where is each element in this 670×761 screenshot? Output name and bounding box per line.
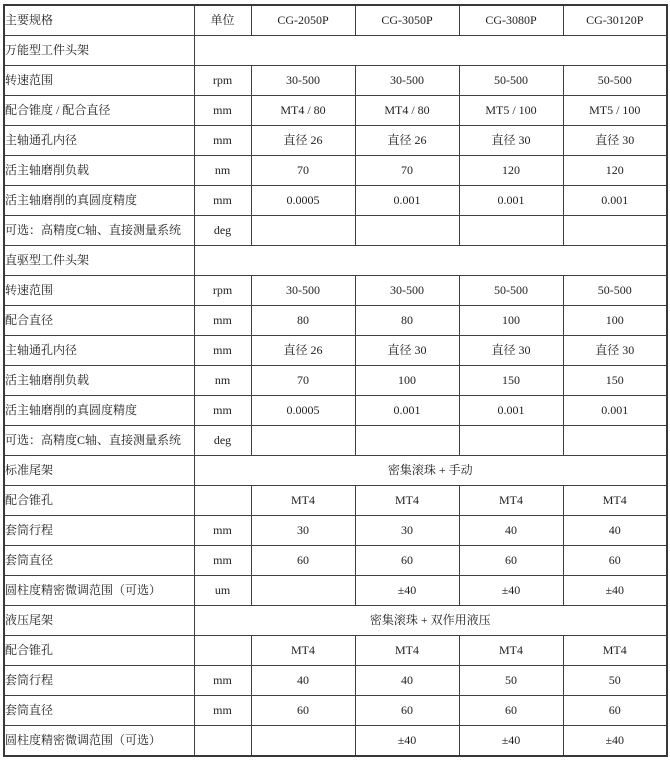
value-cell [251, 216, 355, 246]
value-cell: 0.001 [459, 396, 563, 426]
header-model-cg-2050p: CG-2050P [251, 5, 355, 36]
section-merged-cell: 密集滚珠 + 手动 [194, 456, 667, 486]
value-cell: 120 [563, 156, 667, 186]
value-cell: MT5 / 100 [563, 96, 667, 126]
value-cell: MT4 / 80 [251, 96, 355, 126]
value-cell: 直径 26 [251, 126, 355, 156]
section-merged-cell [194, 36, 667, 66]
row-label: 圆柱度精密微调范围（可选） [4, 576, 194, 606]
value-cell: 0.001 [563, 396, 667, 426]
value-cell: 直径 30 [459, 336, 563, 366]
unit-cell [194, 636, 251, 666]
row-label: 套筒行程 [4, 666, 194, 696]
spec-row [4, 516, 667, 546]
value-cell [355, 426, 459, 456]
unit-cell: deg [194, 426, 251, 456]
value-cell: 120 [459, 156, 563, 186]
row-label: 配合锥孔 [4, 636, 194, 666]
value-cell: 80 [355, 306, 459, 336]
spec-row [4, 426, 667, 456]
value-cell: 30-500 [355, 66, 459, 96]
value-cell: 60 [251, 696, 355, 726]
value-cell: 60 [459, 696, 563, 726]
value-cell [251, 576, 355, 606]
row-label: 可选：高精度C轴、直接测量系统 [4, 426, 194, 456]
value-cell: 30-500 [251, 276, 355, 306]
value-cell: 40 [563, 516, 667, 546]
value-cell: 0.0005 [251, 186, 355, 216]
value-cell: 40 [251, 666, 355, 696]
value-cell: 0.001 [563, 186, 667, 216]
unit-cell: mm [194, 696, 251, 726]
unit-cell [194, 486, 251, 516]
spec-row [4, 336, 667, 366]
value-cell: 50-500 [563, 276, 667, 306]
row-label: 可选：高精度C轴、直接测量系统 [4, 216, 194, 246]
value-cell: 0.001 [355, 396, 459, 426]
value-cell: 100 [459, 306, 563, 336]
row-label: 液压尾架 [4, 606, 194, 636]
unit-cell: mm [194, 96, 251, 126]
unit-cell: mm [194, 306, 251, 336]
value-cell: 30 [355, 516, 459, 546]
spec-row [4, 666, 667, 696]
header-row [4, 5, 667, 36]
value-cell: 50 [563, 666, 667, 696]
value-cell: 100 [355, 366, 459, 396]
value-cell: 50-500 [459, 66, 563, 96]
value-cell: MT4 [251, 636, 355, 666]
row-label: 活主轴磨削负载 [4, 366, 194, 396]
section-row [4, 36, 667, 66]
value-cell: 60 [251, 546, 355, 576]
spec-row [4, 216, 667, 246]
section-row [4, 456, 667, 486]
value-cell: 50 [459, 666, 563, 696]
value-cell: 60 [355, 546, 459, 576]
row-label: 主轴通孔内径 [4, 336, 194, 366]
spec-row [4, 396, 667, 426]
row-label: 标准尾架 [4, 456, 194, 486]
row-label: 配合直径 [4, 306, 194, 336]
value-cell: 70 [251, 156, 355, 186]
row-label: 直驱型工件头架 [4, 246, 194, 276]
row-label: 活主轴磨削负载 [4, 156, 194, 186]
value-cell: ±40 [459, 726, 563, 757]
value-cell: MT5 / 100 [459, 96, 563, 126]
row-label: 活主轴磨削的真圆度精度 [4, 186, 194, 216]
value-cell: 70 [355, 156, 459, 186]
unit-cell: mm [194, 546, 251, 576]
row-label: 套筒直径 [4, 546, 194, 576]
value-cell: 0.001 [355, 186, 459, 216]
value-cell: 30-500 [355, 276, 459, 306]
value-cell: MT4 [459, 486, 563, 516]
value-cell: 50-500 [459, 276, 563, 306]
value-cell [563, 216, 667, 246]
value-cell: 70 [251, 366, 355, 396]
value-cell: 80 [251, 306, 355, 336]
spec-row [4, 366, 667, 396]
row-label: 套筒行程 [4, 516, 194, 546]
unit-cell: mm [194, 396, 251, 426]
value-cell: ±40 [355, 576, 459, 606]
unit-cell: rpm [194, 276, 251, 306]
spec-table [3, 4, 668, 757]
value-cell: 60 [459, 546, 563, 576]
unit-cell: mm [194, 516, 251, 546]
value-cell: 150 [563, 366, 667, 396]
value-cell: MT4 [355, 636, 459, 666]
row-label: 转速范围 [4, 276, 194, 306]
value-cell [459, 216, 563, 246]
value-cell: 0.001 [459, 186, 563, 216]
spec-row [4, 126, 667, 156]
section-merged-cell [194, 246, 667, 276]
value-cell: MT4 [251, 486, 355, 516]
unit-cell [194, 726, 251, 757]
row-label: 套筒直径 [4, 696, 194, 726]
unit-cell: nm [194, 366, 251, 396]
row-label: 活主轴磨削的真圆度精度 [4, 396, 194, 426]
spec-row [4, 66, 667, 96]
value-cell: 0.0005 [251, 396, 355, 426]
section-row [4, 606, 667, 636]
value-cell: 直径 30 [355, 336, 459, 366]
value-cell: 直径 26 [355, 126, 459, 156]
unit-cell: mm [194, 336, 251, 366]
spec-table-body [4, 36, 667, 757]
value-cell [563, 426, 667, 456]
row-label: 圆柱度精密微调范围（可选） [4, 726, 194, 757]
value-cell: MT4 [563, 486, 667, 516]
value-cell: 60 [563, 546, 667, 576]
value-cell: 40 [459, 516, 563, 546]
value-cell: 60 [355, 696, 459, 726]
unit-cell: deg [194, 216, 251, 246]
value-cell [355, 216, 459, 246]
value-cell: MT4 / 80 [355, 96, 459, 126]
value-cell: ±40 [459, 576, 563, 606]
header-model-cg-3080p: CG-3080P [459, 5, 563, 36]
spec-row [4, 486, 667, 516]
value-cell: 直径 30 [459, 126, 563, 156]
spec-row [4, 96, 667, 126]
header-model-cg-30120p: CG-30120P [563, 5, 667, 36]
value-cell: 30-500 [251, 66, 355, 96]
value-cell: MT4 [355, 486, 459, 516]
value-cell [251, 726, 355, 757]
unit-cell: mm [194, 186, 251, 216]
spec-row [4, 276, 667, 306]
value-cell: 30 [251, 516, 355, 546]
unit-cell: mm [194, 666, 251, 696]
value-cell: 50-500 [563, 66, 667, 96]
value-cell: ±40 [563, 576, 667, 606]
value-cell: ±40 [355, 726, 459, 757]
value-cell: 60 [563, 696, 667, 726]
row-label: 万能型工件头架 [4, 36, 194, 66]
spec-row [4, 186, 667, 216]
section-row [4, 246, 667, 276]
spec-row [4, 696, 667, 726]
value-cell: MT4 [563, 636, 667, 666]
row-label: 配合锥度 / 配合直径 [4, 96, 194, 126]
value-cell [459, 426, 563, 456]
section-merged-cell: 密集滚珠 + 双作用液压 [194, 606, 667, 636]
value-cell: 150 [459, 366, 563, 396]
row-label: 转速范围 [4, 66, 194, 96]
unit-cell: nm [194, 156, 251, 186]
spec-row [4, 576, 667, 606]
value-cell [251, 426, 355, 456]
value-cell: MT4 [459, 636, 563, 666]
spec-row [4, 156, 667, 186]
row-label: 主轴通孔内径 [4, 126, 194, 156]
header-unit: 单位 [194, 5, 251, 36]
spec-row [4, 306, 667, 336]
value-cell: 直径 26 [251, 336, 355, 366]
value-cell: 直径 30 [563, 126, 667, 156]
value-cell: ±40 [563, 726, 667, 757]
value-cell: 100 [563, 306, 667, 336]
header-model-cg-3050p: CG-3050P [355, 5, 459, 36]
value-cell: 直径 30 [563, 336, 667, 366]
unit-cell: mm [194, 126, 251, 156]
row-label: 配合锥孔 [4, 486, 194, 516]
unit-cell: rpm [194, 66, 251, 96]
header-main-spec: 主要规格 [4, 5, 194, 36]
spec-row [4, 636, 667, 666]
unit-cell: um [194, 576, 251, 606]
spec-row [4, 726, 667, 757]
spec-row [4, 546, 667, 576]
value-cell: 40 [355, 666, 459, 696]
